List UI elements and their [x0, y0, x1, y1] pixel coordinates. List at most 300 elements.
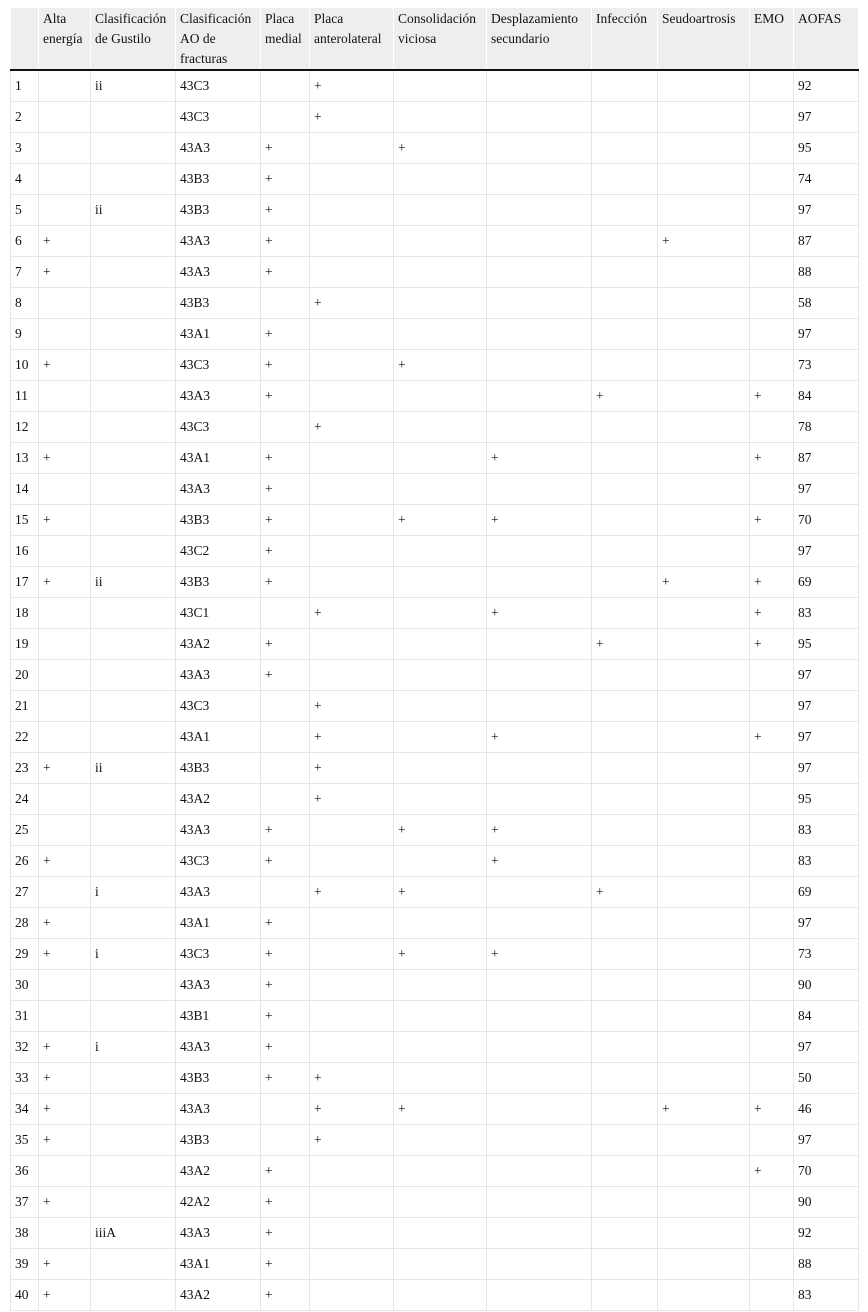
table-cell: [592, 691, 658, 722]
table-cell: +: [39, 1125, 91, 1156]
table-cell: +: [261, 1187, 310, 1218]
table-cell: +: [658, 226, 750, 257]
column-header: AOFAS: [794, 8, 859, 70]
table-cell: +: [261, 1001, 310, 1032]
table-cell: [750, 784, 794, 815]
table-cell: [658, 164, 750, 195]
table-cell: 90: [794, 1187, 859, 1218]
table-cell: 97: [794, 753, 859, 784]
table-cell: [592, 164, 658, 195]
table-cell: 43B3: [176, 164, 261, 195]
table-cell: [91, 722, 176, 753]
table-cell: [310, 257, 394, 288]
table-cell: 97: [794, 722, 859, 753]
table-cell: [310, 1280, 394, 1311]
table-cell: [658, 970, 750, 1001]
table-cell: +: [487, 846, 592, 877]
table-cell: +: [39, 257, 91, 288]
table-cell: ii: [91, 70, 176, 102]
table-cell: [310, 1218, 394, 1249]
table-cell: [91, 1249, 176, 1280]
table-cell: [658, 908, 750, 939]
table-cell: 37: [11, 1187, 39, 1218]
table-cell: [394, 536, 487, 567]
table-cell: [750, 1063, 794, 1094]
table-row: [11, 1125, 859, 1156]
table-cell: [750, 474, 794, 505]
table-cell: [658, 102, 750, 133]
table-cell: [592, 226, 658, 257]
table-cell: [750, 350, 794, 381]
table-cell: +: [394, 815, 487, 846]
table-cell: [310, 536, 394, 567]
table-cell: [658, 660, 750, 691]
table-cell: [658, 877, 750, 908]
table-cell: 22: [11, 722, 39, 753]
table-cell: [592, 288, 658, 319]
table-cell: 84: [794, 1001, 859, 1032]
table-cell: [750, 1125, 794, 1156]
table-cell: [310, 226, 394, 257]
table-cell: [310, 1156, 394, 1187]
table-cell: [487, 412, 592, 443]
table-row: [11, 1218, 859, 1249]
table-cell: 43A3: [176, 815, 261, 846]
table-cell: [310, 629, 394, 660]
table-cell: [487, 1187, 592, 1218]
table-cell: [310, 970, 394, 1001]
table-cell: +: [261, 660, 310, 691]
table-cell: [487, 70, 592, 102]
table-cell: [394, 1187, 487, 1218]
table-row: [11, 660, 859, 691]
table-cell: +: [39, 567, 91, 598]
table-row: [11, 505, 859, 536]
table-cell: [39, 1156, 91, 1187]
table-row: [11, 381, 859, 412]
table-cell: +: [750, 505, 794, 536]
table-cell: [487, 908, 592, 939]
table-cell: [658, 939, 750, 970]
table-cell: [658, 598, 750, 629]
table-row: [11, 939, 859, 970]
table-cell: 20: [11, 660, 39, 691]
table-cell: [750, 70, 794, 102]
table-cell: 43A2: [176, 1156, 261, 1187]
table-cell: [91, 536, 176, 567]
table-cell: +: [261, 1249, 310, 1280]
table-cell: [310, 443, 394, 474]
table-cell: 95: [794, 629, 859, 660]
table-cell: [592, 722, 658, 753]
table-cell: 9: [11, 319, 39, 350]
table-cell: 39: [11, 1249, 39, 1280]
table-cell: [487, 1218, 592, 1249]
table-cell: [394, 722, 487, 753]
table-cell: +: [39, 505, 91, 536]
table-cell: [750, 164, 794, 195]
table-cell: ii: [91, 753, 176, 784]
table-cell: [310, 133, 394, 164]
table-cell: +: [261, 846, 310, 877]
table-cell: [592, 257, 658, 288]
table-row: [11, 1001, 859, 1032]
table-cell: [750, 1249, 794, 1280]
table-cell: +: [39, 1280, 91, 1311]
table-cell: [394, 257, 487, 288]
table-cell: [750, 753, 794, 784]
table-cell: 74: [794, 164, 859, 195]
table-cell: +: [261, 474, 310, 505]
table-cell: [394, 1063, 487, 1094]
table-cell: [310, 1032, 394, 1063]
table-cell: [658, 1063, 750, 1094]
table-cell: +: [261, 629, 310, 660]
table-cell: [487, 133, 592, 164]
table-cell: [39, 877, 91, 908]
table-cell: +: [310, 70, 394, 102]
table-cell: +: [39, 939, 91, 970]
table-cell: [658, 443, 750, 474]
table-cell: +: [310, 412, 394, 443]
table-cell: 31: [11, 1001, 39, 1032]
table-cell: [394, 164, 487, 195]
table-header: [11, 8, 859, 70]
table-row: [11, 877, 859, 908]
table-cell: +: [487, 598, 592, 629]
table-row: [11, 815, 859, 846]
table-row: [11, 288, 859, 319]
table-cell: +: [487, 722, 592, 753]
table-cell: [39, 660, 91, 691]
table-cell: [592, 474, 658, 505]
table-row: [11, 846, 859, 877]
table-cell: [394, 319, 487, 350]
column-header: [11, 8, 39, 70]
table-cell: [750, 908, 794, 939]
table-cell: [310, 660, 394, 691]
table-cell: +: [394, 133, 487, 164]
table-cell: +: [394, 505, 487, 536]
table-cell: [592, 350, 658, 381]
table-cell: [658, 753, 750, 784]
table-cell: [750, 815, 794, 846]
table-cell: +: [310, 877, 394, 908]
table-cell: 78: [794, 412, 859, 443]
table-cell: +: [39, 1187, 91, 1218]
table-cell: 40: [11, 1280, 39, 1311]
table-cell: [592, 784, 658, 815]
table-row: [11, 412, 859, 443]
table-cell: [91, 598, 176, 629]
table-cell: [39, 970, 91, 1001]
table-cell: [39, 164, 91, 195]
table-cell: 43A3: [176, 1218, 261, 1249]
table-cell: [592, 815, 658, 846]
table-cell: +: [261, 164, 310, 195]
table-cell: [261, 753, 310, 784]
table-row: [11, 722, 859, 753]
table-cell: [658, 319, 750, 350]
table-cell: [394, 1125, 487, 1156]
table-cell: +: [394, 877, 487, 908]
table-cell: [261, 722, 310, 753]
table-cell: 70: [794, 1156, 859, 1187]
header-row: [11, 8, 859, 70]
table-cell: [394, 70, 487, 102]
table-cell: +: [394, 939, 487, 970]
table-cell: [39, 102, 91, 133]
table-cell: [261, 691, 310, 722]
table-cell: +: [487, 939, 592, 970]
table-cell: 43B3: [176, 195, 261, 226]
table-cell: [658, 1280, 750, 1311]
table-cell: +: [310, 1094, 394, 1125]
table-cell: [487, 536, 592, 567]
column-header: Clasificación de Gustilo: [91, 8, 176, 70]
table-cell: [487, 257, 592, 288]
table-cell: [394, 1280, 487, 1311]
table-cell: [487, 1094, 592, 1125]
table-cell: [658, 1249, 750, 1280]
table-cell: +: [261, 1032, 310, 1063]
table-cell: i: [91, 939, 176, 970]
column-header: Placa anterolateral: [310, 8, 394, 70]
table-cell: [487, 226, 592, 257]
table-cell: +: [261, 350, 310, 381]
table-cell: [310, 846, 394, 877]
table-cell: [310, 164, 394, 195]
table-cell: [592, 567, 658, 598]
table-cell: [592, 1032, 658, 1063]
column-header: Infección: [592, 8, 658, 70]
table-cell: +: [261, 815, 310, 846]
table-cell: 43C3: [176, 939, 261, 970]
table-cell: [91, 908, 176, 939]
table-cell: +: [658, 567, 750, 598]
table-cell: 21: [11, 691, 39, 722]
table-cell: [310, 939, 394, 970]
table-cell: [261, 102, 310, 133]
table-cell: +: [39, 846, 91, 877]
table-cell: 97: [794, 195, 859, 226]
table-cell: [394, 1001, 487, 1032]
column-header: Seudoartrosis: [658, 8, 750, 70]
table-row: [11, 319, 859, 350]
table-cell: [310, 815, 394, 846]
table-cell: [487, 319, 592, 350]
table-cell: +: [310, 722, 394, 753]
table-cell: [592, 598, 658, 629]
table-cell: [91, 288, 176, 319]
table-cell: [91, 1063, 176, 1094]
table-cell: 24: [11, 784, 39, 815]
table-cell: [658, 629, 750, 660]
table-cell: [658, 1156, 750, 1187]
table-cell: 43B3: [176, 1125, 261, 1156]
table-cell: [658, 288, 750, 319]
table-cell: [750, 288, 794, 319]
table-cell: [394, 381, 487, 412]
table-cell: 73: [794, 350, 859, 381]
table-cell: 43A2: [176, 629, 261, 660]
table-cell: 43A1: [176, 722, 261, 753]
table-cell: [658, 505, 750, 536]
table-cell: [394, 846, 487, 877]
table-cell: 43C3: [176, 102, 261, 133]
table-cell: [310, 1187, 394, 1218]
table-cell: [750, 1280, 794, 1311]
table-cell: [91, 846, 176, 877]
table-cell: [658, 195, 750, 226]
table-cell: 43A3: [176, 970, 261, 1001]
table-cell: [658, 691, 750, 722]
table-cell: 16: [11, 536, 39, 567]
table-cell: [91, 1156, 176, 1187]
table-cell: iiiA: [91, 1218, 176, 1249]
table-cell: [592, 133, 658, 164]
table-row: [11, 474, 859, 505]
table-cell: 92: [794, 70, 859, 102]
table-cell: [91, 102, 176, 133]
table-cell: [487, 350, 592, 381]
table-cell: [91, 691, 176, 722]
table-cell: 97: [794, 660, 859, 691]
table-cell: [592, 846, 658, 877]
table-cell: 43C2: [176, 536, 261, 567]
table-cell: [487, 474, 592, 505]
table-cell: [91, 505, 176, 536]
table-cell: [658, 1218, 750, 1249]
table-cell: +: [261, 226, 310, 257]
table-cell: [39, 598, 91, 629]
table-cell: [592, 939, 658, 970]
table-row: [11, 443, 859, 474]
table-cell: [658, 474, 750, 505]
table-cell: 28: [11, 908, 39, 939]
table-cell: 23: [11, 753, 39, 784]
table-row: [11, 350, 859, 381]
table-cell: +: [261, 381, 310, 412]
table-cell: [394, 567, 487, 598]
table-row: [11, 133, 859, 164]
table-cell: 2: [11, 102, 39, 133]
table-cell: [91, 629, 176, 660]
table-cell: 43B1: [176, 1001, 261, 1032]
table-cell: 87: [794, 226, 859, 257]
table-cell: +: [261, 1063, 310, 1094]
table-cell: [592, 753, 658, 784]
table-cell: [394, 629, 487, 660]
table-cell: [750, 1032, 794, 1063]
table-cell: 15: [11, 505, 39, 536]
table-cell: [487, 1125, 592, 1156]
table-cell: [592, 908, 658, 939]
table-row: [11, 102, 859, 133]
table-cell: +: [261, 443, 310, 474]
table-cell: [750, 939, 794, 970]
table-cell: +: [261, 939, 310, 970]
table-cell: +: [310, 1063, 394, 1094]
table-cell: [487, 629, 592, 660]
table-cell: [487, 691, 592, 722]
table-cell: 43C3: [176, 350, 261, 381]
table-cell: [487, 660, 592, 691]
table-row: [11, 226, 859, 257]
table-cell: [750, 319, 794, 350]
table-cell: [658, 1001, 750, 1032]
table-cell: 97: [794, 319, 859, 350]
table-cell: [394, 908, 487, 939]
table-cell: [91, 660, 176, 691]
table-cell: [487, 1249, 592, 1280]
table-cell: [592, 1280, 658, 1311]
table-cell: +: [261, 505, 310, 536]
table-cell: +: [750, 1156, 794, 1187]
table-cell: 43B3: [176, 753, 261, 784]
table-cell: [91, 133, 176, 164]
table-cell: [750, 1001, 794, 1032]
table-cell: [658, 1032, 750, 1063]
table-cell: [592, 1218, 658, 1249]
column-header: EMO: [750, 8, 794, 70]
table-cell: 33: [11, 1063, 39, 1094]
table-cell: +: [750, 443, 794, 474]
table-cell: [39, 1218, 91, 1249]
table-cell: [750, 133, 794, 164]
table-cell: [310, 319, 394, 350]
table-cell: +: [394, 350, 487, 381]
table-cell: 43A1: [176, 908, 261, 939]
table-cell: 43A2: [176, 1280, 261, 1311]
table-cell: [394, 784, 487, 815]
table-cell: [310, 505, 394, 536]
table-cell: +: [261, 257, 310, 288]
table-cell: 13: [11, 443, 39, 474]
table-cell: [658, 133, 750, 164]
table-cell: +: [39, 443, 91, 474]
table-cell: [750, 536, 794, 567]
table-cell: 84: [794, 381, 859, 412]
table-cell: 92: [794, 1218, 859, 1249]
table-cell: [39, 691, 91, 722]
table-cell: [91, 784, 176, 815]
table-cell: [658, 815, 750, 846]
table-cell: 36: [11, 1156, 39, 1187]
table-cell: [394, 195, 487, 226]
table-cell: [394, 1032, 487, 1063]
table-cell: [91, 474, 176, 505]
table-cell: [261, 288, 310, 319]
table-cell: [592, 1094, 658, 1125]
table-cell: [91, 257, 176, 288]
table-cell: [310, 1001, 394, 1032]
table-cell: [39, 536, 91, 567]
table-cell: [487, 784, 592, 815]
table-cell: 95: [794, 133, 859, 164]
table-cell: [394, 598, 487, 629]
table-cell: +: [592, 877, 658, 908]
table-cell: [394, 226, 487, 257]
table-cell: 83: [794, 815, 859, 846]
table-cell: +: [261, 970, 310, 1001]
table-cell: [592, 1001, 658, 1032]
table-cell: 4: [11, 164, 39, 195]
table-row: [11, 1094, 859, 1125]
table-cell: [487, 1032, 592, 1063]
table-cell: [658, 412, 750, 443]
table-cell: [91, 1094, 176, 1125]
